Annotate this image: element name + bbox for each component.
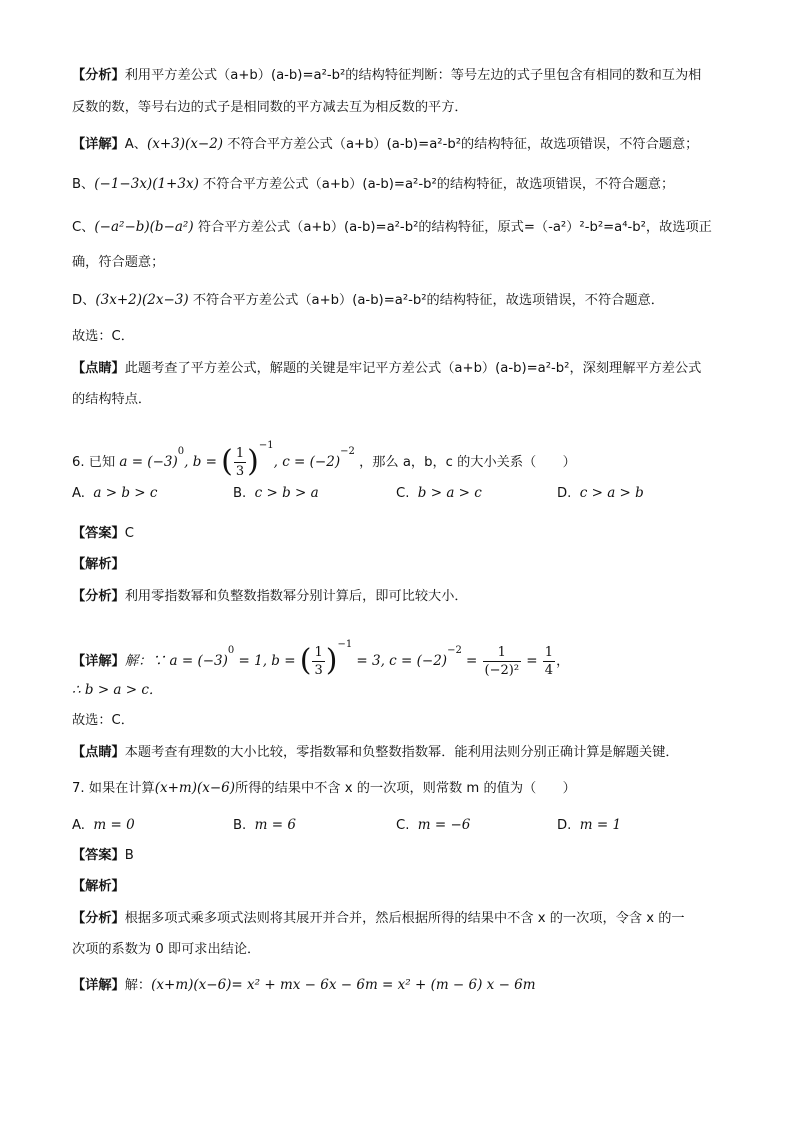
fraction-numerator: 1 (314, 644, 323, 660)
detail-text: 符合平方差公式（a+b）(a-b)=a²-b²的结构特征，原式=（-a²）²-b²=a⁴-b²，故选项正 (197, 220, 712, 235)
q6-comment (72, 743, 679, 763)
option-expression: m = 0 (93, 817, 135, 833)
q7-solution (72, 877, 125, 897)
detail-tag: 【详解】 (72, 137, 125, 152)
q7-detail (72, 975, 536, 996)
detail-text: 不符合平方差公式（a+b）(a-b)=a²-b²的结构特征，故选项错误，不符合题意； (227, 137, 699, 152)
fraction-numerator: 1 (235, 445, 245, 461)
math-expression: (−a²−b)(b−a²) (94, 219, 194, 235)
math-expression: = 1, b = (238, 653, 296, 669)
fraction-denominator: 3 (235, 463, 245, 479)
math-expression: 解：∵ a = (−3) (124, 653, 228, 669)
option-label: A. (72, 818, 85, 833)
q6-detail: 【详解】解：∵ $a = (-3)^0 = 1$, b = ( $\frac{1}{3}$ )$^{-1}$ = 3, $c = (-2)^{-2}$ = $\frac{1}{\text{(−2)²}}$ = $\frac{1}{4}$ ， (72, 639, 570, 678)
exponent: 0 (227, 645, 235, 656)
q7-answer (72, 846, 134, 866)
punctuation: ， (556, 654, 570, 669)
math-expression: (x+m)(x−6)= x² + mx − 6x − 6m = x² + (m − 6) x − 6m (151, 977, 536, 993)
math-expression: = 3, c = (−2) (356, 653, 448, 669)
analysis-text: 次项的系数为 0 即可求出结论． (72, 942, 261, 957)
detail-text: 解： (124, 978, 152, 993)
option-expression: a > b > c (93, 485, 158, 501)
comment-tag: 【点睛】 (72, 361, 125, 376)
option-expression: c > b > a (254, 485, 319, 501)
option-label: D. (557, 818, 572, 833)
fraction (543, 644, 555, 679)
option-label: D. (557, 486, 572, 501)
exponent: −1 (337, 639, 353, 650)
q5-comment-line-2 (72, 390, 151, 410)
analysis-text: 利用零指数幂和负整数指数幂分别计算后，即可比较大小． (124, 589, 468, 604)
option-expression: m = 1 (579, 817, 622, 833)
answer-tag: 【答案】 (72, 848, 125, 863)
fraction (312, 644, 324, 679)
comment-text: 此题考查了平方差公式，解题的关键是牢记平方差公式（a+b）(a-b)=a²-b²，深刻理解平方差公式 (124, 361, 702, 376)
choice-text: 故选：C． (72, 329, 134, 344)
math-expression: = (526, 653, 538, 669)
solution-tag: 【解析】 (72, 879, 125, 894)
analysis-text: 利用平方差公式（a+b）(a-b)=a²-b²的结构特征判断：等号左边的式子里包含有相同的数和互为相 (124, 68, 702, 83)
math-expression: (x+3)(x−2) (146, 136, 224, 152)
q5-detail-d (72, 290, 664, 311)
q5-analysis-line-2 (72, 98, 468, 118)
option-label: B. (233, 818, 247, 833)
option-expression: b > a > c (417, 485, 482, 501)
solution-tag: 【解析】 (72, 557, 125, 572)
q6-option-a (72, 483, 157, 504)
q6-option-d (557, 483, 644, 504)
q6-option-b (233, 483, 319, 504)
q7-option-b (233, 815, 296, 836)
option-prefix: D、 (72, 293, 96, 308)
detail-text: 不符合平方差公式（a+b）(a-b)=a²-b²的结构特征，故选项错误，不符合题意； (203, 177, 675, 192)
option-prefix: A、 (124, 137, 147, 152)
option-label: C. (396, 486, 410, 501)
q6-stem: 6. 已知 $a = (-3)^0$, b = ( $\frac{1}{3}$ )$^{-1}$, $c = (-2)^{-2}$ ，那么 a，b，c 的大小关系（ ） (72, 440, 576, 479)
detail-tag: 【详解】 (72, 978, 125, 993)
option-prefix: B、 (72, 177, 95, 192)
fraction-denominator: 3 (314, 662, 323, 678)
option-label: B. (233, 486, 247, 501)
q7-option-c (396, 815, 470, 836)
q7-option-d (557, 815, 621, 836)
option-label: C. (396, 818, 410, 833)
fraction (483, 644, 522, 679)
question-text: ，那么 a，b，c 的大小关系（ ） (359, 455, 576, 470)
fraction-denominator: 4 (544, 662, 554, 678)
conclusion-text: ∴ b > a > c． (72, 682, 163, 698)
q5-comment-line-1 (72, 359, 701, 379)
option-label: A. (72, 486, 85, 501)
q5-analysis-line-1 (72, 66, 701, 86)
q6-choice (72, 711, 134, 731)
math-expression: (3x+2)(2x−3) (95, 292, 189, 308)
question-number: 6. 已知 (72, 455, 116, 470)
exponent: −2 (447, 645, 462, 656)
answer-value: C (124, 526, 134, 541)
exponent: −2 (340, 446, 355, 457)
question-text: 所得的结果中不含 x 的一次项，则常数 m 的值为（ ） (235, 781, 576, 796)
q7-option-a (72, 815, 135, 836)
q7-analysis-line-1 (72, 909, 685, 929)
q5-detail-a (72, 134, 698, 155)
comment-tag: 【点睛】 (72, 745, 125, 760)
option-prefix: C、 (72, 220, 95, 235)
q6-analysis (72, 587, 468, 607)
fraction-denominator: (−2)² (484, 662, 520, 678)
option-expression: m = 6 (254, 817, 296, 833)
q6-conclusion (72, 680, 162, 701)
answer-tag: 【答案】 (72, 526, 125, 541)
option-expression: c > a > b (579, 485, 644, 501)
fraction-numerator: 1 (544, 644, 554, 660)
answer-value: B (124, 848, 134, 863)
detail-text: 不符合平方差公式（a+b）(a-b)=a²-b²的结构特征，故选项错误，不符合题意． (192, 293, 664, 308)
detail-text: 确，符合题意； (72, 255, 165, 270)
question-text: 7. 如果在计算 (72, 781, 155, 796)
detail-tag: 【详解】 (72, 654, 125, 669)
analysis-tag: 【分析】 (72, 68, 125, 83)
q7-analysis-line-2 (72, 940, 260, 960)
math-expression: (x+m)(x−6) (154, 780, 236, 796)
analysis-tag: 【分析】 (72, 911, 125, 926)
q5-detail-c-cont (72, 253, 164, 273)
math-expression: a = (−3) (119, 454, 178, 470)
fraction-numerator: 1 (483, 644, 522, 662)
q6-answer (72, 524, 134, 544)
q5-detail-b (72, 174, 674, 195)
q7-stem (72, 778, 576, 799)
comment-text: 的结构特点． (72, 392, 152, 407)
exponent: −1 (258, 440, 274, 451)
exponent: 0 (177, 446, 185, 457)
fraction (234, 445, 246, 480)
math-expression: , b = (184, 454, 217, 470)
comment-text: 本题考查有理数的大小比较，零指数幂和负整数指数幂．能利用法则分别正确计算是解题关键． (124, 745, 679, 760)
q6-option-c (396, 483, 482, 504)
choice-text: 故选：C． (72, 713, 134, 728)
q5-choice (72, 327, 134, 347)
math-expression: (−1−3x)(1+3x) (94, 176, 199, 192)
analysis-tag: 【分析】 (72, 589, 125, 604)
math-expression: , c = (−2) (273, 454, 341, 470)
math-expression: = (466, 653, 478, 669)
q5-detail-c (72, 217, 712, 238)
option-expression: m = −6 (417, 817, 471, 833)
analysis-text: 反数的数，等号右边的式子是相同数的平方减去互为相反数的平方． (72, 100, 468, 115)
q6-solution (72, 555, 125, 575)
analysis-text: 根据多项式乘多项式法则将其展开并合并，然后根据所得的结果中不含 x 的一次项，令含 x 的一 (124, 911, 685, 926)
